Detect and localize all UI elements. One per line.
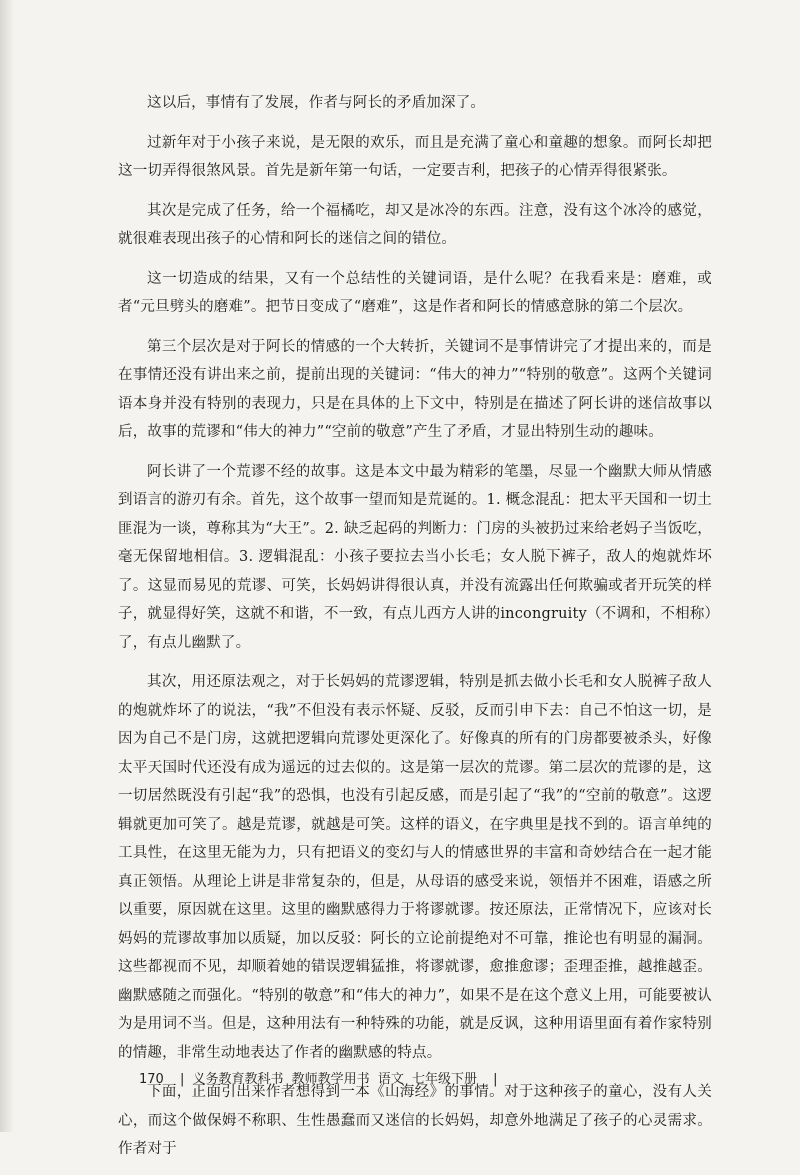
- footer-separator: |: [179, 1072, 185, 1087]
- paragraph-8: 下面，正面引出来作者想得到一本《山海经》的事情。对于这种孩子的童心，没有人关心，而这个做保姆不称职、生性愚蠢而又迷信的长妈妈，却意外地满足了孩子的心灵需求。作者对于: [118, 1084, 712, 1157]
- paragraph-3: 其次是完成了任务，给一个福橘吃，却又是冰冷的东西。注意，没有这个冰冷的感觉，就很难表现出孩子的心情和阿长的迷信之间的错位。: [118, 202, 712, 247]
- paragraph-6: 阿长讲了一个荒谬不经的故事。这是本文中最为精彩的笔墨，尽显一个幽默大师从情感到语言的游刃有余。首先，这个故事一望而知是荒诞的。1. 概念混乱：把太平天国和一切土匪混为一谈，尊称其为“大王”。2. 缺乏起码的判断力：门房的头被扔过来给老妈子当饭吃，毫无保留地相信。3. 逻辑混乱：小孩子要拉去当小长毛；女人脱下裤子，敌人的炮就炸坏了。这显而易见的荒谬、可笑，长妈妈讲得很认真，并没有流露出任何欺骗或者开玩笑的样子，就显得好笑，这就不和谐，不一致，有点儿西方人讲的incongruity（不调和，不相称）了，有点儿幽默了。: [118, 463, 712, 651]
- page-fold-shadow: [0, 0, 14, 1132]
- paragraph-5: 第三个层次是对于阿长的情感的一个大转折，关键词不是事情讲完了才提出来的，而是在事情还没有讲出来之前，提前出现的关键词：“伟大的神力”“特别的敬意”。这两个关键词语本身并没有特别的表现力，只是在具体的上下文中，特别是在描述了阿长讲的迷信故事以后，故事的荒谬和“伟大的神力”“空前的敬意”产生了矛盾，才显出特别生动的趣味。: [118, 338, 712, 440]
- paragraph-2: 过新年对于小孩子来说，是无限的欢乐，而且是充满了童心和童趣的想象。而阿长却把这一切弄得很煞风景。首先是新年第一句话，一定要吉利，把孩子的心情弄得很紧张。: [118, 134, 712, 179]
- book-series: 义务教育教科书: [192, 1072, 284, 1087]
- book-grade: 七年级下册: [411, 1072, 477, 1087]
- body-text: [118, 89, 712, 1175]
- book-type: 教师教学用书: [291, 1072, 370, 1087]
- page-footer: [139, 1068, 502, 1087]
- paragraph-4: 这一切造成的结果，又有一个总结性的关键词语，是什么呢？在我看来是：磨难，或者“元旦劈头的磨难”。把节日变成了“磨难”，这是作者和阿长的情感意脉的第二个层次。: [118, 270, 712, 315]
- page-number: 170: [139, 1072, 164, 1087]
- book-subject: 语文: [377, 1072, 404, 1087]
- paragraph-1: 这以后，事情有了发展，作者与阿长的矛盾加深了。: [147, 95, 486, 111]
- paragraph-7: 其次，用还原法观之，对于长妈妈的荒谬逻辑，特别是抓去做小长毛和女人脱裤子敌人的炮就炸坏了的说法，“我”不但没有表示怀疑、反驳，反而引申下去：自己不怕这一切，是因为自己不是门房，这就把逻辑向荒谬处更深化了。好像真的所有的门房都要被杀头，好像太平天国时代还没有成为遥远的过去似的。这是第一层次的荒谬。第二层次的荒谬的是，这一切居然既没有引起“我”的恐惧，也没有引起反感，而是引起了“我”的“空前的敬意”。这逻辑就更加可笑了。越是荒谬，就越是可笑。这样的语义，在字典里是找不到的。语言单纯的工具性，在这里无能为力，只有把语义的变幻与人的情感世界的丰富和奇妙结合在一起才能真正领悟。从理论上讲是非常复杂的，但是，从母语的感受来说，领悟并不困难，语感之所以重要，原因就在这里。这里的幽默感得力于将谬就谬。按还原法，正常情况下，应该对长妈妈的荒谬故事加以质疑，加以反驳：阿长的立论前提绝对不可靠，推论也有明显的漏洞。这些都视而不见，却顺着她的错误逻辑猛推，将谬就谬，愈推愈谬；歪理歪推，越推越歪。幽默感随之而强化。“特别的敬意”和“伟大的神力”，如果不是在这个意义上用，可能要被认为是用词不当。但是，这种用法有一种特殊的功能，就是反讽，这种用语里面有着作家特别的情趣，非常生动地表达了作者的幽默感的特点。: [118, 674, 712, 1061]
- footer-separator-end: |: [493, 1072, 498, 1087]
